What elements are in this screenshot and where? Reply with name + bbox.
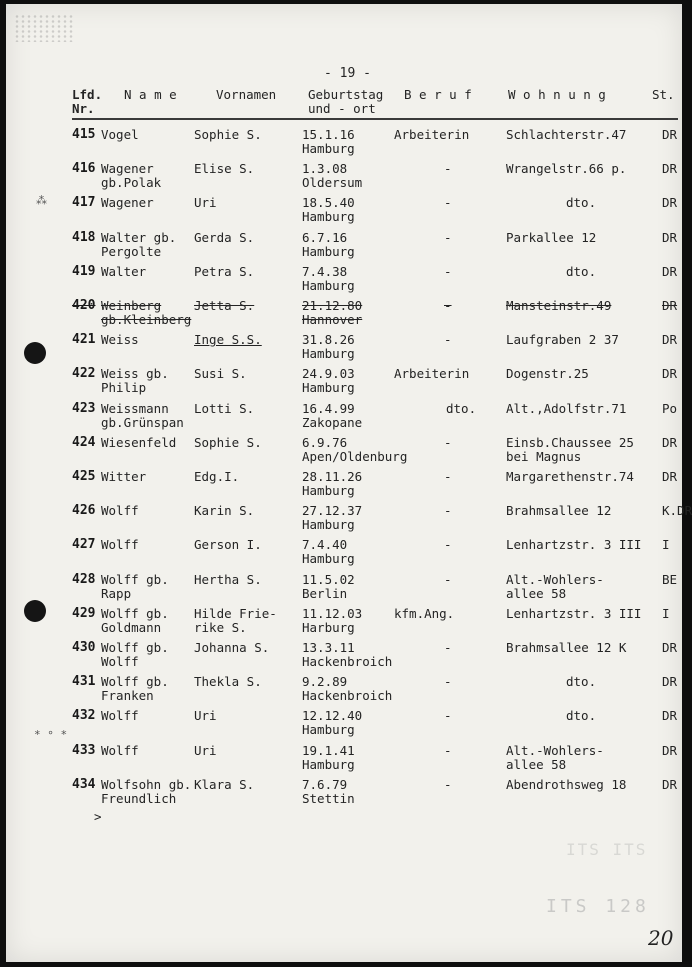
entry-staatsangehoerigkeit: DR xyxy=(662,332,678,348)
entry-wohnung: Alt.-Wohlers- allee 58 xyxy=(506,571,604,601)
header-st: St. xyxy=(652,87,675,102)
entry-staatsangehoerigkeit: DR xyxy=(662,742,678,758)
entry-staatsangehoerigkeit: Po xyxy=(662,400,678,416)
entry-name: Wolfsohn gb. Freundlich xyxy=(101,776,192,806)
table-row xyxy=(6,573,682,607)
entry-wohnung: dto. xyxy=(566,674,597,690)
entry-name: Witter xyxy=(101,469,147,484)
header-wohnung: W o h n u n g xyxy=(508,87,606,102)
entry-vornamen: Petra S. xyxy=(194,263,255,279)
entry-staatsangehoerigkeit: DR xyxy=(662,674,678,690)
entry-vornamen: Susi S. xyxy=(194,366,247,382)
entry-staatsangehoerigkeit: I xyxy=(662,537,670,553)
entry-wohnung: Alt.,Adolfstr.71 xyxy=(506,400,627,416)
entry-name: Wolff xyxy=(101,537,139,553)
entry-name: Weiss xyxy=(101,332,139,348)
table-row xyxy=(6,128,682,162)
entry-staatsangehoerigkeit: BE xyxy=(662,571,678,587)
entry-vornamen: Johanna S. xyxy=(194,640,270,655)
table-row xyxy=(6,503,692,538)
table-row xyxy=(6,265,682,299)
table-row xyxy=(6,402,682,436)
entry-beruf: Arbeiterin xyxy=(394,127,470,142)
entry-staatsangehoerigkeit: I xyxy=(662,605,670,621)
entry-birth: 6.9.76 Apen/Oldenburg xyxy=(302,434,408,464)
entry-beruf: Arbeiterin xyxy=(394,366,470,382)
entry-beruf: kfm.Ang. xyxy=(394,605,455,621)
entry-name: Walter xyxy=(101,263,147,279)
entry-birth: 11.12.03 Harburg xyxy=(302,605,363,635)
entry-birth: 27.12.37 Hamburg xyxy=(302,503,363,533)
entry-staatsangehoerigkeit: DR xyxy=(662,640,678,655)
table-row xyxy=(6,744,682,778)
entry-vornamen: Sophie S. xyxy=(194,127,262,142)
entry-birth: 15.1.16 Hamburg xyxy=(302,127,355,156)
entry-vornamen: Hertha S. xyxy=(194,571,262,587)
entry-number: 425 xyxy=(72,469,96,484)
entry-beruf: - xyxy=(444,674,452,690)
entry-number: 432 xyxy=(72,708,96,724)
header-geburtstag: Geburtstag und - ort xyxy=(308,87,384,116)
entry-beruf: - xyxy=(444,742,452,758)
table-row xyxy=(6,299,682,333)
entry-beruf: - xyxy=(444,298,452,313)
entry-number: 421 xyxy=(72,332,96,348)
entry-staatsangehoerigkeit: DR xyxy=(662,263,678,279)
entry-wohnung: Lenhartzstr. 3 III xyxy=(506,537,642,553)
entry-vornamen: Klara S. xyxy=(194,776,255,792)
entry-staatsangehoerigkeit: DR xyxy=(662,434,678,450)
table-row xyxy=(6,162,682,196)
entry-beruf: - xyxy=(444,640,452,655)
entry-staatsangehoerigkeit: DR xyxy=(662,708,678,724)
entry-birth: 16.4.99 Zakopane xyxy=(302,400,363,430)
entry-birth: 7.6.79 Stettin xyxy=(302,776,355,806)
entry-birth: 31.8.26 Hamburg xyxy=(302,332,355,362)
entry-birth: 11.5.02 Berlin xyxy=(302,571,355,601)
header-lfd: Lfd. Nr. xyxy=(72,87,103,116)
entry-birth: 19.1.41 Hamburg xyxy=(302,742,355,772)
entry-number: 418 xyxy=(72,229,96,245)
entry-name: Vogel xyxy=(101,127,139,142)
entry-staatsangehoerigkeit: DR xyxy=(662,298,678,313)
table-row xyxy=(6,231,682,265)
entry-number: 422 xyxy=(72,366,96,382)
entry-birth: 9.2.89 Hackenbroich xyxy=(302,674,393,704)
entry-birth: 6.7.16 Hamburg xyxy=(302,229,355,259)
entry-staatsangehoerigkeit: DR xyxy=(662,161,678,177)
entry-name: Wolff gb. Goldmann xyxy=(101,605,169,635)
entry-beruf: - xyxy=(444,332,452,348)
entry-name: Weinberg gb.Kleinberg xyxy=(101,298,192,327)
entry-name: Wagener xyxy=(101,195,154,211)
entry-number: 431 xyxy=(72,674,96,690)
entry-number: 420 xyxy=(72,298,96,313)
table-row xyxy=(6,333,682,367)
archive-stamp: ITS 128 xyxy=(546,896,650,917)
table-row xyxy=(6,538,682,572)
entry-vornamen: Uri xyxy=(194,708,217,724)
entry-wohnung: Alt.-Wohlers- allee 58 xyxy=(506,742,604,772)
entry-beruf: - xyxy=(444,469,452,484)
entry-vornamen: Inge S.S. xyxy=(194,332,262,348)
entry-number: 426 xyxy=(72,503,96,519)
entry-name: Wolff xyxy=(101,503,139,519)
entry-number: 433 xyxy=(72,742,96,758)
entry-wohnung: Schlachterstr.47 xyxy=(506,127,627,142)
entry-name: Wolff gb. Wolff xyxy=(101,640,169,669)
entry-staatsangehoerigkeit: DR xyxy=(662,366,678,382)
entry-number: 417 xyxy=(72,195,96,211)
entry-beruf: - xyxy=(444,537,452,553)
entry-name: Wolff gb. Rapp xyxy=(101,571,169,601)
entry-birth: 21.12.80 Hannover xyxy=(302,298,363,327)
page-number: - 19 - xyxy=(324,66,371,81)
entry-wohnung: Laufgraben 2 37 xyxy=(506,332,619,348)
entry-vornamen: Edg.I. xyxy=(194,469,240,484)
entry-wohnung: dto. xyxy=(566,263,597,279)
table-row xyxy=(6,778,682,812)
entry-wohnung: Einsb.Chaussee 25 bei Magnus xyxy=(506,434,634,464)
table-row xyxy=(6,196,682,230)
entry-vornamen: Jetta S. xyxy=(194,298,255,313)
table-row xyxy=(6,709,682,743)
entry-staatsangehoerigkeit: K.DR xyxy=(662,503,692,519)
table-row xyxy=(6,607,682,641)
entry-staatsangehoerigkeit: DR xyxy=(662,776,678,792)
header-rule xyxy=(72,118,678,120)
header-vornamen: Vornamen xyxy=(216,87,277,102)
entry-birth: 28.11.26 Hamburg xyxy=(302,469,363,498)
entry-wohnung: Dogenstr.25 xyxy=(506,366,589,382)
entry-beruf: - xyxy=(444,776,452,792)
entry-vornamen: Hilde Frie- rike S. xyxy=(194,605,277,635)
entry-name: Wolff xyxy=(101,742,139,758)
entry-vornamen: Sophie S. xyxy=(194,434,262,450)
trailing-mark: > xyxy=(94,809,102,824)
entry-wohnung: Mansteinstr.49 xyxy=(506,298,612,313)
entry-wohnung: Wrangelstr.66 p. xyxy=(506,161,627,177)
entry-wohnung: Brahmsallee 12 K xyxy=(506,640,627,655)
entry-beruf: - xyxy=(444,708,452,724)
table-row xyxy=(6,436,682,470)
entry-beruf: - xyxy=(444,434,452,450)
table-row xyxy=(6,367,682,401)
entry-beruf: - xyxy=(444,263,452,279)
entry-birth: 18.5.40 Hamburg xyxy=(302,195,355,225)
entry-vornamen: Uri xyxy=(194,742,217,758)
entry-number: 415 xyxy=(72,127,96,142)
entry-vornamen: Gerda S. xyxy=(194,229,255,245)
table-row xyxy=(6,675,682,709)
entry-staatsangehoerigkeit: DR xyxy=(662,229,678,245)
entry-wohnung: Lenhartzstr. 3 III xyxy=(506,605,642,621)
entry-beruf: dto. xyxy=(446,400,477,416)
punch-hole-top xyxy=(24,342,46,364)
margin-mark: ∗ ∘ ∗ xyxy=(34,726,68,739)
entry-staatsangehoerigkeit: DR xyxy=(662,469,678,484)
punch-hole-bottom xyxy=(24,600,46,622)
entry-vornamen: Karin S. xyxy=(194,503,255,519)
entry-birth: 13.3.11 Hackenbroich xyxy=(302,640,393,669)
entry-vornamen: Elise S. xyxy=(194,161,255,177)
entry-staatsangehoerigkeit: DR xyxy=(662,127,678,142)
entry-number: 427 xyxy=(72,537,96,553)
entry-staatsangehoerigkeit: DR xyxy=(662,195,678,211)
folio-number: 20 xyxy=(648,926,674,950)
entry-birth: 7.4.38 Hamburg xyxy=(302,263,355,293)
table-row xyxy=(6,470,682,504)
entry-beruf: - xyxy=(444,229,452,245)
document-page xyxy=(6,4,692,962)
scan-speckle xyxy=(14,14,74,42)
entry-wohnung: Parkallee 12 xyxy=(506,229,597,245)
entry-name: Walter gb. Pergolte xyxy=(101,229,177,259)
entry-birth: 12.12.40 Hamburg xyxy=(302,708,363,738)
entry-birth: 1.3.08 Oldersum xyxy=(302,161,363,191)
header-beruf: B e r u f xyxy=(404,87,472,102)
entry-beruf: - xyxy=(444,195,452,211)
entry-name: Wagener gb.Polak xyxy=(101,161,162,191)
entry-name: Weissmann gb.Grünspan xyxy=(101,400,184,430)
entry-name: Weiss gb. Philip xyxy=(101,366,169,396)
entry-beruf: - xyxy=(444,571,452,587)
entry-vornamen: Gerson I. xyxy=(194,537,262,553)
entry-number: 419 xyxy=(72,263,96,279)
faint-bleed-through: ITS ITS xyxy=(566,840,648,859)
margin-mark: ⁂ xyxy=(36,194,47,207)
entry-number: 416 xyxy=(72,161,96,177)
entry-vornamen: Lotti S. xyxy=(194,400,255,416)
entry-number: 434 xyxy=(72,776,96,792)
entry-vornamen: Thekla S. xyxy=(194,674,262,690)
entry-number: 429 xyxy=(72,605,96,621)
header-name: N a m e xyxy=(124,87,177,102)
entry-number: 424 xyxy=(72,434,96,450)
entry-wohnung: Brahmsallee 12 xyxy=(506,503,612,519)
entry-wohnung: Margarethenstr.74 xyxy=(506,469,634,484)
entry-birth: 24.9.03 Hamburg xyxy=(302,366,355,396)
entry-beruf: - xyxy=(444,503,452,519)
entry-name: Wolff xyxy=(101,708,139,724)
entry-wohnung: Abendrothsweg 18 xyxy=(506,776,627,792)
entry-wohnung: dto. xyxy=(566,708,597,724)
entry-birth: 7.4.40 Hamburg xyxy=(302,537,355,567)
table-row xyxy=(6,641,682,675)
entry-beruf: - xyxy=(444,161,452,177)
entry-name: Wolff gb. Franken xyxy=(101,674,169,704)
entry-number: 430 xyxy=(72,640,96,655)
entry-wohnung: dto. xyxy=(566,195,597,211)
entry-name: Wiesenfeld xyxy=(101,434,177,450)
entry-number: 428 xyxy=(72,571,96,587)
entry-vornamen: Uri xyxy=(194,195,217,211)
entry-number: 423 xyxy=(72,400,96,416)
